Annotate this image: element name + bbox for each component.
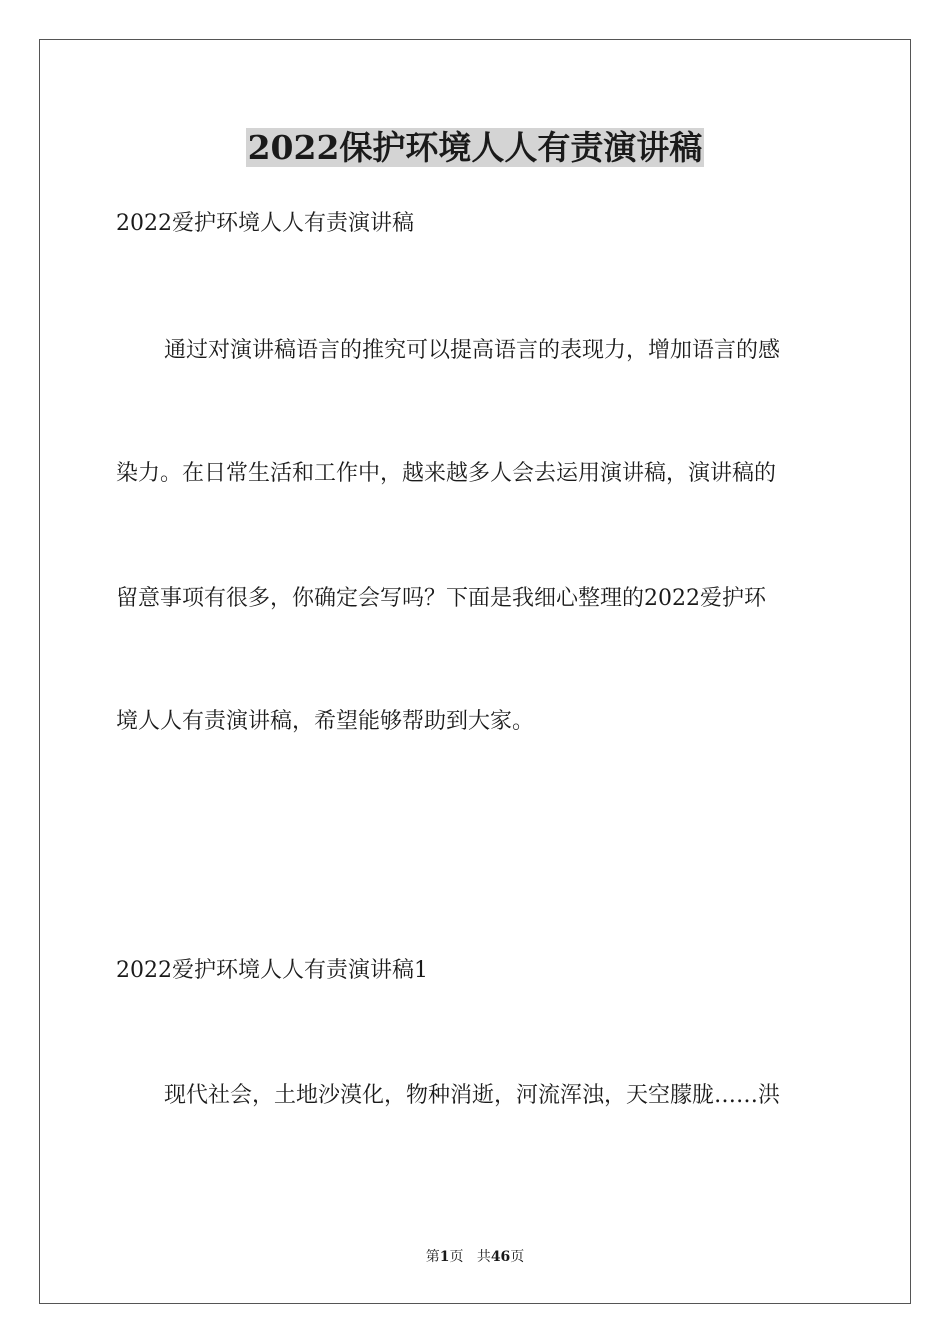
page-number: 1 [439,1249,450,1265]
total-prefix: 共 [476,1249,491,1265]
page-footer [0,1247,950,1267]
total-suffix: 页 [510,1249,525,1265]
document-title [0,126,950,170]
page-prefix: 第 [425,1249,440,1265]
intro-line-3: 留意事项有很多，你确定会写吗？下面是我细心整理的2022爱护环 [116,586,766,611]
document-subtitle: 2022爱护环境人人有责演讲稿 [116,211,414,236]
intro-line-2: 染力。在日常生活和工作中，越来越多人会去运用演讲稿，演讲稿的 [116,461,777,486]
intro-line-4: 境人人有责演讲稿，希望能够帮助到大家。 [116,709,535,734]
document-title-text: 2022保护环境人人有责演讲稿 [247,128,703,167]
section-line-1: 现代社会，土地沙漠化，物种消逝，河流浑浊，天空朦胧……洪 [164,1083,781,1108]
section-heading: 2022爱护环境人人有责演讲稿1 [116,958,428,983]
page-suffix: 页 [449,1249,464,1265]
total-pages: 46 [490,1249,511,1265]
intro-line-1: 通过对演讲稿语言的推究可以提高语言的表现力，增加语言的感 [164,338,781,363]
